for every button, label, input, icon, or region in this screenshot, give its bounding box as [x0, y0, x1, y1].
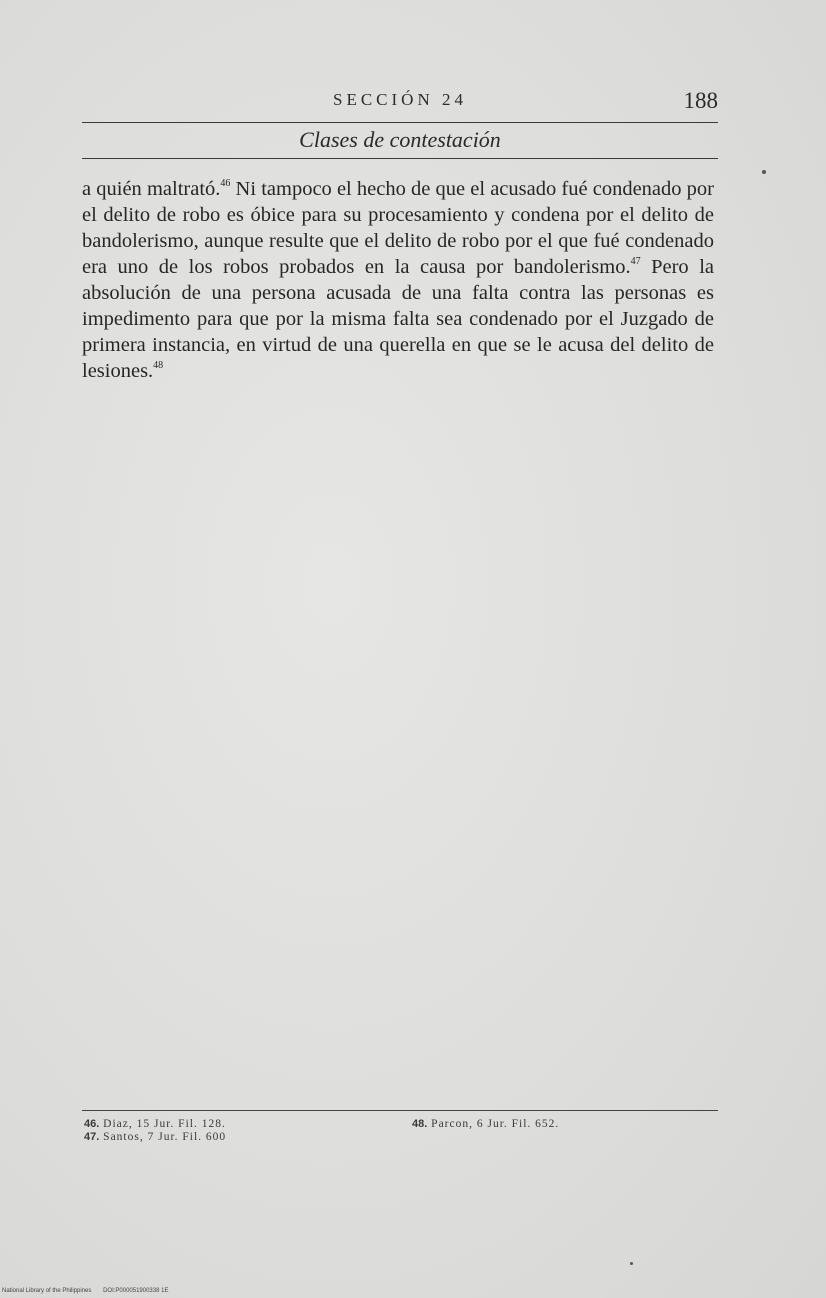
text-segment: Ni tampoco el hecho de que el acusado fué condenado por el delito de robo es óbice para su procesamiento y condena por el delito de bandolerismo, aunque resulte que el delito de robo por el que fué condenado era uno de los robos probados en la causa por bandolerismo. — [82, 178, 714, 278]
footnote-ref-48: 48 — [153, 360, 164, 371]
footnotes-left-column — [84, 1118, 384, 1144]
page-number: 188 — [683, 88, 718, 113]
imprint-library: National Library of the Philippines — [2, 1288, 92, 1294]
print-speck — [762, 170, 766, 174]
body-paragraph — [82, 176, 714, 384]
footnote-number: 48. — [412, 1118, 428, 1130]
running-subtitle: Clases de contestación — [299, 127, 501, 152]
footnote-item — [412, 1118, 712, 1131]
footnote-number: 46. — [84, 1118, 100, 1130]
footnote-text: Diaz, 15 Jur. Fil. 128. — [103, 1118, 226, 1130]
imprint-code: DOI:P000051900338 1E — [103, 1288, 169, 1294]
footnote-text: Parcon, 6 Jur. Fil. 652. — [431, 1118, 560, 1130]
footnote-item — [84, 1118, 384, 1131]
footnote-number: 47. — [84, 1131, 100, 1143]
text-segment: Pero la absolución de una persona acusada de una falta contra las personas es impedimento para que por la misma falta sea condenado por el Juzgado de primera instancia, en virtud de una querella en que se le acusa del delito de lesiones. — [82, 256, 714, 382]
scan-imprint — [2, 1288, 168, 1294]
footnotes-right-column — [412, 1118, 712, 1131]
section-heading: SECCIÓN 24 — [333, 90, 467, 109]
header-rule-bottom — [82, 158, 718, 159]
footnote-text: Santos, 7 Jur. Fil. 600 — [103, 1131, 227, 1143]
running-header — [82, 88, 718, 122]
header-rule-top — [82, 122, 718, 123]
footnote-item — [84, 1131, 384, 1144]
footnote-ref-46: 46 — [220, 178, 231, 189]
print-speck — [630, 1262, 633, 1265]
text-segment: a quién maltrató. — [82, 178, 221, 200]
footnote-rule — [82, 1110, 718, 1111]
footnote-ref-47: 47 — [630, 256, 641, 267]
